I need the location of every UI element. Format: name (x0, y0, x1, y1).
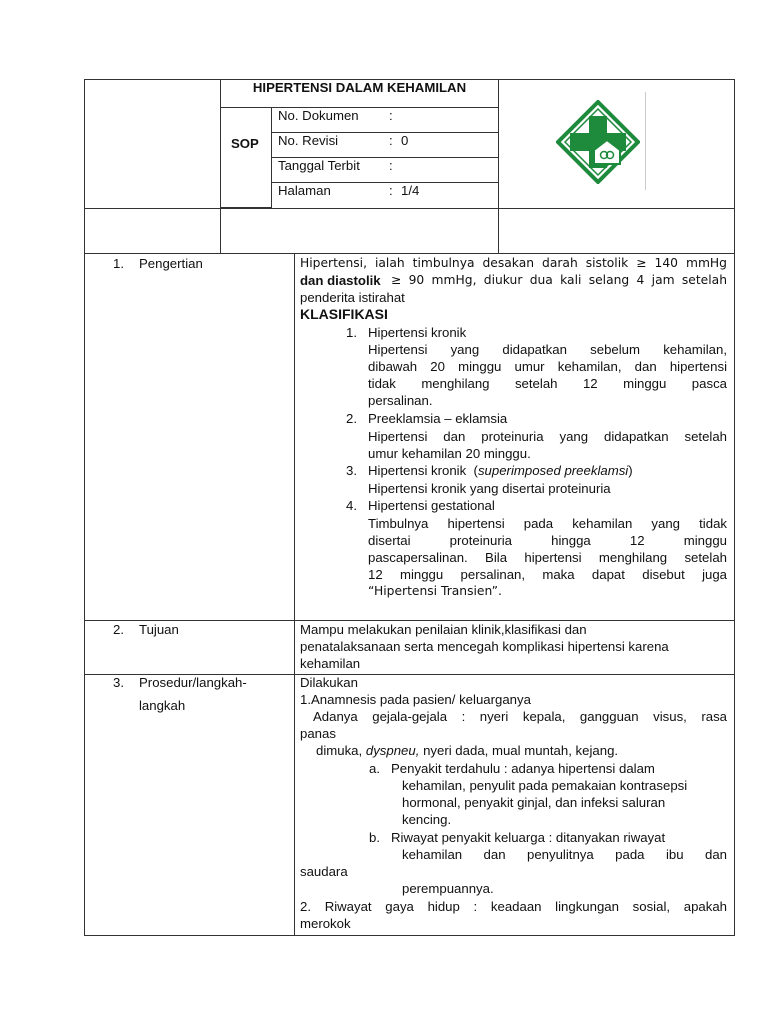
klasifikasi-item-desc: Timbulnya hipertensi pada kehamilan yang tidak (368, 516, 727, 531)
prosedur-step1-text: nyeri dada, mual muntah, kejang. (423, 743, 619, 758)
section-label-pengertian: Pengertian (139, 256, 203, 271)
header-sop-cell (220, 107, 272, 208)
klasifikasi-item-desc: persalinan. (368, 393, 433, 408)
header-bottom-middle (220, 208, 499, 254)
meta-sep-dokumen: : (389, 108, 393, 123)
pengertian-intro-line-2: ≥ 90 mmHg, diukur dua kali selang 4 jam setelah (391, 273, 727, 287)
prosedur-step1-italic: dyspneu, (365, 743, 420, 758)
klasifikasi-item-desc: Hipertensi dan proteinuria yang didapatkan setelah (368, 429, 727, 444)
klasifikasi-item-title: Hipertensi gestational (368, 498, 495, 513)
meta-sep-revisi: : (389, 133, 393, 148)
klasifikasi-item-desc: “Hipertensi Transien”. (368, 584, 502, 598)
klasifikasi-item-title-italic: superimposed preeklamsi (477, 463, 629, 478)
klasifikasi-item-desc: pascapersalinan. Bila hipertensi menghilang setelah (368, 550, 727, 565)
prosedur-step1-line (316, 742, 618, 759)
meta-sep-halaman: : (389, 183, 393, 198)
paren-open: ( (473, 463, 478, 478)
klasifikasi-item-number: 4. (346, 498, 357, 513)
row-prosedur-label (84, 674, 295, 936)
tujuan-line: kehamilan (300, 656, 361, 671)
prosedur-sub-letter-b: b. (369, 830, 380, 845)
prosedur-sub-b-line: Riwayat penyakit keluarga : ditanyakan riwayat (391, 830, 666, 845)
document-title: HIPERTENSI DALAM KEHAMILAN (252, 80, 467, 95)
prosedur-step2-line: 2. Riwayat gaya hidup : keadaan lingkungan sosial, apakah (300, 899, 727, 914)
sop-label: SOP (231, 136, 259, 151)
klasifikasi-item-desc: umur kehamilan 20 minggu. (368, 446, 531, 461)
klasifikasi-item-number: 1. (346, 325, 357, 340)
tujuan-line: penatalaksanaan serta mencegah komplikasi hipertensi karena (300, 639, 669, 654)
prosedur-step1-line: Adanya gejala-gejala : nyeri kepala, gangguan visus, rasa (313, 709, 727, 724)
prosedur-dilakukan: Dilakukan (300, 675, 358, 690)
section-number-pengertian: 1. (113, 256, 124, 271)
meta-label-revisi: No. Revisi (278, 133, 339, 148)
row-pengertian-label (84, 253, 295, 621)
prosedur-sub-a-line: kencing. (402, 812, 452, 827)
klasifikasi-item-desc: Hipertensi yang didapatkan sebelum kehamilan, (368, 342, 727, 357)
prosedur-sub-b-line: saudara (300, 864, 348, 879)
prosedur-sub-b-line: perempuannya. (402, 881, 494, 896)
meta-label-halaman: Halaman (278, 183, 331, 198)
meta-value-revisi: 0 (401, 133, 409, 148)
prosedur-step2-line: merokok (300, 916, 351, 931)
meta-value-halaman: 1/4 (401, 183, 420, 198)
health-cross-logo-icon (556, 100, 640, 184)
paren-close: ) (628, 463, 633, 478)
klasifikasi-item-desc: tidak menghilang setelah 12 minggu pasca (368, 376, 727, 391)
header-left-cell (84, 79, 221, 209)
prosedur-step1-line: panas (300, 726, 336, 741)
klasifikasi-item-desc: disertai proteinuria hingga 12 minggu (368, 533, 727, 548)
logo-divider (645, 92, 646, 190)
section-label-prosedur: Prosedur/langkah- (139, 675, 247, 690)
meta-label-tanggal: Tanggal Terbit (278, 158, 360, 173)
tujuan-line: Mampu melakukan penilaian klinik,klasifikasi dan (300, 622, 587, 637)
meta-label-dokumen: No. Dokumen (278, 108, 359, 123)
section-label-tujuan: Tujuan (139, 622, 179, 637)
klasifikasi-item-desc: Hipertensi kronik yang disertai proteinuria (368, 481, 611, 496)
prosedur-sub-b-line: kehamilan dan penyulitnya pada ibu dan (402, 847, 727, 862)
section-number-prosedur: 3. (113, 675, 124, 690)
meta-sep-tanggal: : (389, 158, 393, 173)
klasifikasi-title: KLASIFIKASI (300, 306, 388, 322)
pengertian-intro-line-1: Hipertensi, ialah timbulnya desakan darah sistolik ≥ 140 mmHg (300, 256, 727, 270)
header-bottom-right (498, 208, 735, 254)
klasifikasi-item-number: 2. (346, 411, 357, 426)
klasifikasi-item-desc: dibawah 20 minggu umur kehamilan, dan hipertensi (368, 359, 727, 374)
prosedur-sub-a-line: kehamilan, penyulit pada pemakaian kontrasepsi (402, 778, 688, 793)
pengertian-intro-line-3: penderita istirahat (300, 290, 405, 305)
prosedur-sub-letter-a: a. (369, 761, 380, 776)
klasifikasi-item-title-text: Hipertensi kronik (368, 463, 467, 478)
section-label-prosedur-cont: langkah (139, 698, 186, 713)
klasifikasi-item-number: 3. (346, 463, 357, 478)
header-bottom-left (84, 208, 221, 254)
prosedur-sub-a-line: Penyakit terdahulu : adanya hipertensi dalam (391, 761, 655, 776)
klasifikasi-item-title: Hipertensi kronik (368, 325, 467, 340)
pengertian-intro-bold: dan diastolik (300, 273, 381, 288)
prosedur-step1-text: dimuka, (316, 743, 363, 758)
prosedur-sub-a-line: hormonal, penyakit ginjal, dan infeksi saluran (402, 795, 666, 810)
klasifikasi-item-title (368, 462, 633, 479)
section-number-tujuan: 2. (113, 622, 124, 637)
klasifikasi-item-title: Preeklamsia – eklamsia (368, 411, 508, 426)
prosedur-step1-title: 1.Anamnesis pada pasien/ keluarganya (300, 692, 531, 707)
klasifikasi-item-desc: 12 minggu persalinan, maka dapat disebut juga (368, 567, 727, 582)
